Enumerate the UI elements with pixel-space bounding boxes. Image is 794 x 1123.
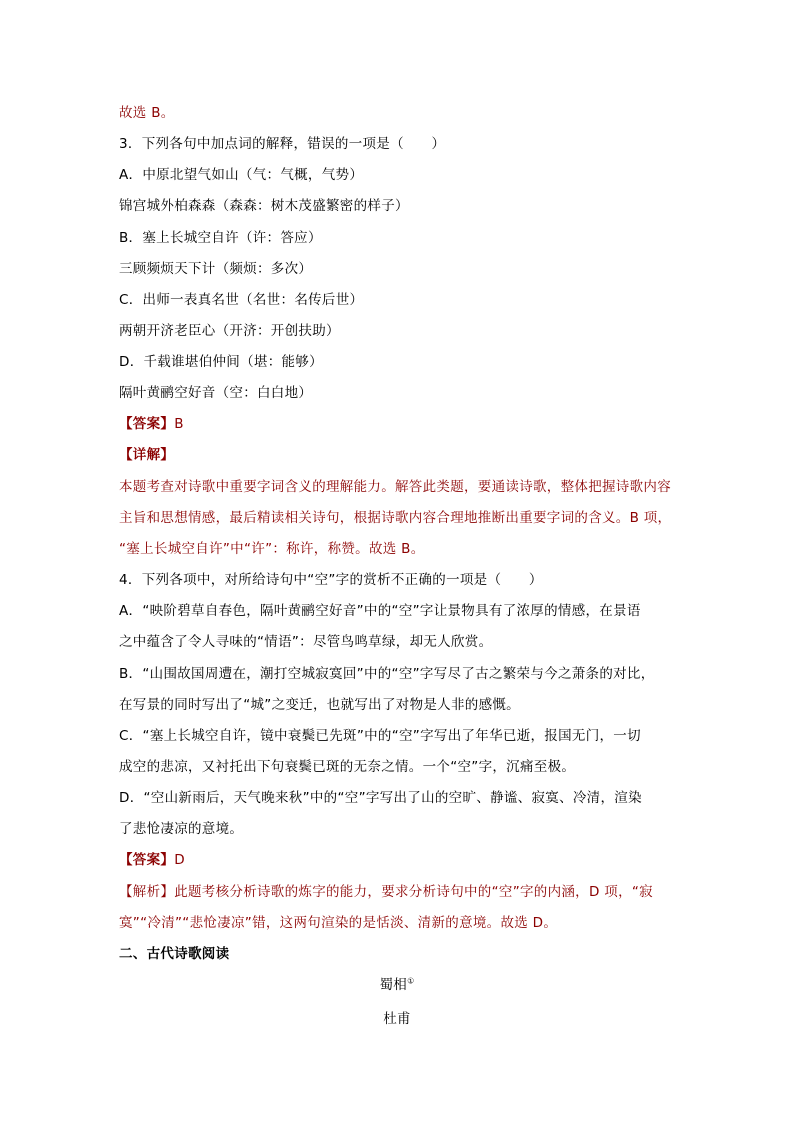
section-title: 二、古代诗歌阅读 xyxy=(119,946,230,962)
q3-option-c1: C．出师一表真名世（名世：名传后世） xyxy=(119,292,364,308)
q4-option-b2: 在写景的同时写出了“城”之变迁，也就写出了对物是人非的感慨。 xyxy=(119,697,520,713)
q3-option-c2: 两朝开济老臣心（开济：开创扶助） xyxy=(119,323,340,339)
q3-option-b2: 三顾频烦天下计（频烦：多次） xyxy=(119,261,313,277)
q3-answer-value: B xyxy=(174,416,184,432)
q4-option-a1: A．“映阶碧草自春色，隔叶黄鹂空好音”中的“空”字让景物具有了浓厚的情感，在景语 xyxy=(119,603,641,619)
q4-option-b1: B．“山围故国周遭在，潮打空城寂寞回”中的“空”字写尽了古之繁荣与今之萧条的对比， xyxy=(119,666,655,682)
q4-analysis-line-2: 寞”“冷清”“悲怆凄凉”错，这两句渲染的是恬淡、清新的意境。故选 D。 xyxy=(119,915,558,931)
q4-answer-value: D xyxy=(174,852,185,868)
q3-option-a2: 锦宫城外柏森森（森森：树木茂盛繁密的样子） xyxy=(119,198,409,214)
q3-option-d2: 隔叶黄鹂空好音（空：白白地） xyxy=(119,385,313,401)
q3-option-a1: A．中原北望气如山（气：气概，气势） xyxy=(119,167,364,183)
q4-option-c1: C．“塞上长城空自许，镜中衰鬓已先斑”中的“空”字写出了年华已逝，报国无门，一切 xyxy=(119,728,641,744)
poem-title-line xyxy=(0,976,794,994)
poem-author: 杜甫 xyxy=(383,1011,411,1027)
question-3-stem: 3．下列各句中加点词的解释，错误的一项是（ ） xyxy=(119,136,446,152)
q3-option-d1: D．千载谁堪伯仲间（堪：能够） xyxy=(119,354,323,370)
q4-analysis-line-1: 【解析】此题考核分析诗歌的炼字的能力，要求分析诗句中的“空”字的内涵，D 项，“寂 xyxy=(119,884,653,900)
prev-conclusion: 故选 B。 xyxy=(119,105,175,121)
question-4-stem: 4．下列各项中，对所给诗句中“空”字的赏析不正确的一项是（ ） xyxy=(119,572,543,588)
q3-option-b1: B．塞上长城空自许（许：答应） xyxy=(119,230,322,246)
q3-detail-line-2: 主旨和思想情感，最后精读相关诗句，根据诗歌内容合理地推断出重要字词的含义。B 项， xyxy=(119,510,672,526)
q4-answer-label: 【答案】 xyxy=(119,852,175,868)
q3-answer xyxy=(119,415,184,433)
q3-answer-label: 【答案】 xyxy=(119,416,175,432)
q4-option-c2: 成空的悲凉，又衬托出下句衰鬓已斑的无奈之情。一个“空”字，沉痛至极。 xyxy=(119,759,576,775)
q4-option-d1: D．“空山新雨后，天气晚来秋”中的“空”字写出了山的空旷、静谧、寂寞、冷清，渲染 xyxy=(119,790,642,806)
q4-option-d2: 了悲怆凄凉的意境。 xyxy=(119,821,244,837)
poem-footnote-mark: ① xyxy=(407,976,415,986)
q4-option-a2: 之中蕴含了令人寻味的“情语”：尽管鸟鸣草绿，却无人欣赏。 xyxy=(119,634,493,650)
poem-title: 蜀相 xyxy=(379,977,408,993)
q3-detail-label: 【详解】 xyxy=(119,447,175,463)
q3-detail-line-1: 本题考查对诗歌中重要字词含义的理解能力。解答此类题，要通读诗歌，整体把握诗歌内容 xyxy=(119,479,671,495)
q3-detail-line-3: “塞上长城空自许”中“许”：称许，称赞。故选 B。 xyxy=(119,541,425,557)
q4-answer xyxy=(119,851,185,869)
